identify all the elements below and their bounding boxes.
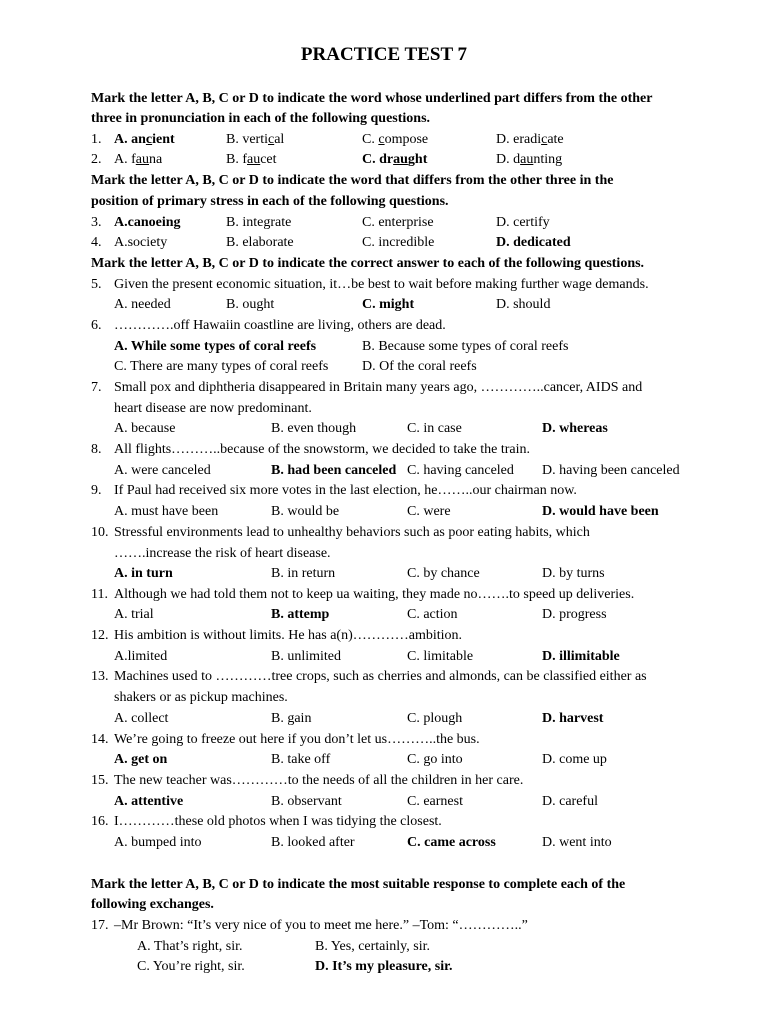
section-instruction: Mark the letter A, B, C or D to indicate the word whose underlined part differs from the other [91,91,653,106]
option-d: D. Of the coral reefs [362,359,477,374]
underlined-part: c [541,132,548,147]
option-text: B. f [226,152,247,167]
option-text: C. dr [362,152,394,167]
question-stem: The new teacher was…………to the needs of all the children in her care. [114,773,524,788]
option-text: B. verti [226,132,268,147]
option-b [226,151,277,169]
option-b: B. Yes, certainly, sir. [315,939,430,954]
option-b [226,131,284,149]
question-stem: Although we had told them not to keep ua waiting, they made no…….to speed up deliveries. [114,587,635,602]
question-number: 15. [91,773,109,788]
option-text: ient [152,132,175,147]
question-stem: heart disease are now predominant. [114,401,312,416]
option-a [114,151,162,169]
option-b: B. gain [271,711,312,726]
option-b: B. even though [271,421,357,436]
option-text: cet [260,152,277,167]
option-a: A.society [114,235,168,250]
underlined-part: au [520,152,534,167]
option-text: D. eradi [496,132,542,147]
option-a: A. That’s right, sir. [137,939,243,954]
question-stem: shakers or as pickup machines. [114,690,288,705]
question-stem: Small pox and diphtheria disappeared in Britain many years ago, …………..cancer, AIDS and [114,380,643,395]
option-d: D. harvest [542,711,604,726]
question-stem: Stressful environments lead to unhealthy behaviors such as poor eating habits, which [114,525,590,540]
question-number: 14. [91,732,109,747]
option-d: D. whereas [542,421,608,436]
option-text: C. [362,132,379,147]
option-d: D. careful [542,794,598,809]
section-instruction: position of primary stress in each of the following questions. [91,194,449,209]
question-number: 5. [91,277,102,292]
page-title: PRACTICE TEST 7 [300,44,468,65]
question-number: 9. [91,483,102,498]
option-c: C. plough [407,711,463,726]
question-number: 6. [91,318,102,333]
underlined-part: c [145,132,153,147]
option-b: B. looked after [271,835,355,850]
question-number: 2. [91,152,102,167]
option-text: ght [407,152,428,167]
option-a: A. trial [114,607,154,622]
option-b: B. had been canceled [271,463,397,478]
section-instruction: following exchanges. [91,897,214,912]
underlined-part: au [135,152,149,167]
option-c: C. There are many types of coral reefs [114,359,329,374]
option-b: B. ought [226,297,275,312]
option-c: C. action [407,607,458,622]
option-c: C. in case [407,421,462,436]
underlined-part: au [393,152,408,167]
option-d: D. would have been [542,504,659,519]
question-stem: Given the present economic situation, it…be best to wait before making further wage demands. [114,277,649,292]
option-a: A. get on [114,752,168,767]
question-number: 11. [91,587,108,602]
option-c: C. limitable [407,649,474,664]
underlined-part: c [378,132,385,147]
option-c [362,151,427,169]
option-c: C. might [362,297,415,312]
section-instruction: Mark the letter A, B, C or D to indicate the most suitable response to complete each of the [91,877,626,892]
question-stem: Machines used to …………tree crops, such as cherries and almonds, can be classified either as [114,669,647,684]
option-b: B. elaborate [226,235,294,250]
option-a [114,131,175,149]
option-c: C. came across [407,835,496,850]
option-text: na [149,152,163,167]
option-a: A. because [114,421,176,436]
question-stem: …….increase the risk of heart disease. [114,546,331,561]
option-b: B. Because some types of coral reefs [362,339,569,354]
option-d: D. It’s my pleasure, sir. [315,959,453,974]
option-b: B. integrate [226,215,292,230]
question-stem: I…………these old photos when I was tidying the closest. [114,814,442,829]
option-a: A. were canceled [114,463,211,478]
underlined-part: c [268,132,275,147]
option-c: C. earnest [407,794,463,809]
option-c: C. by chance [407,566,480,581]
option-a: A. attentive [114,794,184,809]
question-number: 17. [91,918,109,933]
question-number: 7. [91,380,102,395]
option-text: ompose [384,132,429,147]
underlined-part: au [247,152,261,167]
option-a: A.limited [114,649,168,664]
option-d: D. should [496,297,551,312]
option-a: A. in turn [114,566,173,581]
question-number: 1. [91,132,102,147]
option-d: D. having been canceled [542,463,680,478]
option-d: D. illimitable [542,649,620,664]
option-c: C. go into [407,752,463,767]
question-number: 10. [91,525,109,540]
option-c: C. incredible [362,235,435,250]
question-stem: All flights………..because of the snowstorm, we decided to take the train. [114,442,531,457]
section-instruction: Mark the letter A, B, C or D to indicate the word that differs from the other three in the [91,173,614,188]
question-number: 4. [91,235,102,250]
option-d [496,151,562,169]
question-stem: ………….off Hawaiin coastline are living, others are dead. [114,318,446,333]
option-b: B. observant [271,794,342,809]
option-d: D. by turns [542,566,605,581]
option-c: C. enterprise [362,215,434,230]
question-number: 12. [91,628,109,643]
question-stem: We’re going to freeze out here if you don’t let us………..the bus. [114,732,480,747]
option-c: C. having canceled [407,463,514,478]
option-text: nting [533,152,563,167]
question-stem: –Mr Brown: “It’s very nice of you to meet me here.” –Tom: “…………..” [114,918,528,933]
option-c: C. You’re right, sir. [137,959,245,974]
option-b: B. take off [271,752,331,767]
option-a: A. must have been [114,504,219,519]
question-number: 13. [91,669,109,684]
option-text: A. an [114,132,146,147]
option-d: D. progress [542,607,607,622]
option-a: A.canoeing [114,215,181,230]
option-b: B. would be [271,504,340,519]
option-text: al [274,132,285,147]
question-stem: If Paul had received six more votes in the last election, he……..our chairman now. [114,483,577,498]
question-number: 3. [91,215,102,230]
section-instruction: three in pronunciation in each of the following questions. [91,111,431,126]
option-text: A. f [114,152,136,167]
option-a: A. needed [114,297,171,312]
option-c: C. were [407,504,451,519]
option-c [362,131,428,149]
option-d: D. dedicated [496,235,571,250]
option-d: D. went into [542,835,612,850]
option-b: B. unlimited [271,649,341,664]
option-a: A. collect [114,711,169,726]
question-number: 8. [91,442,102,457]
question-number: 16. [91,814,109,829]
section-instruction: Mark the letter A, B, C or D to indicate the correct answer to each of the following questions. [91,256,645,271]
question-stem: His ambition is without limits. He has a(n)…………ambition. [114,628,463,643]
option-b: B. in return [271,566,336,581]
option-a: A. bumped into [114,835,202,850]
option-b: B. attemp [271,607,330,622]
option-text: ate [547,132,564,147]
option-d: D. certify [496,215,550,230]
option-a: A. While some types of coral reefs [114,339,317,354]
option-d: D. come up [542,752,607,767]
option-text: D. d [496,152,521,167]
option-d [496,131,564,149]
